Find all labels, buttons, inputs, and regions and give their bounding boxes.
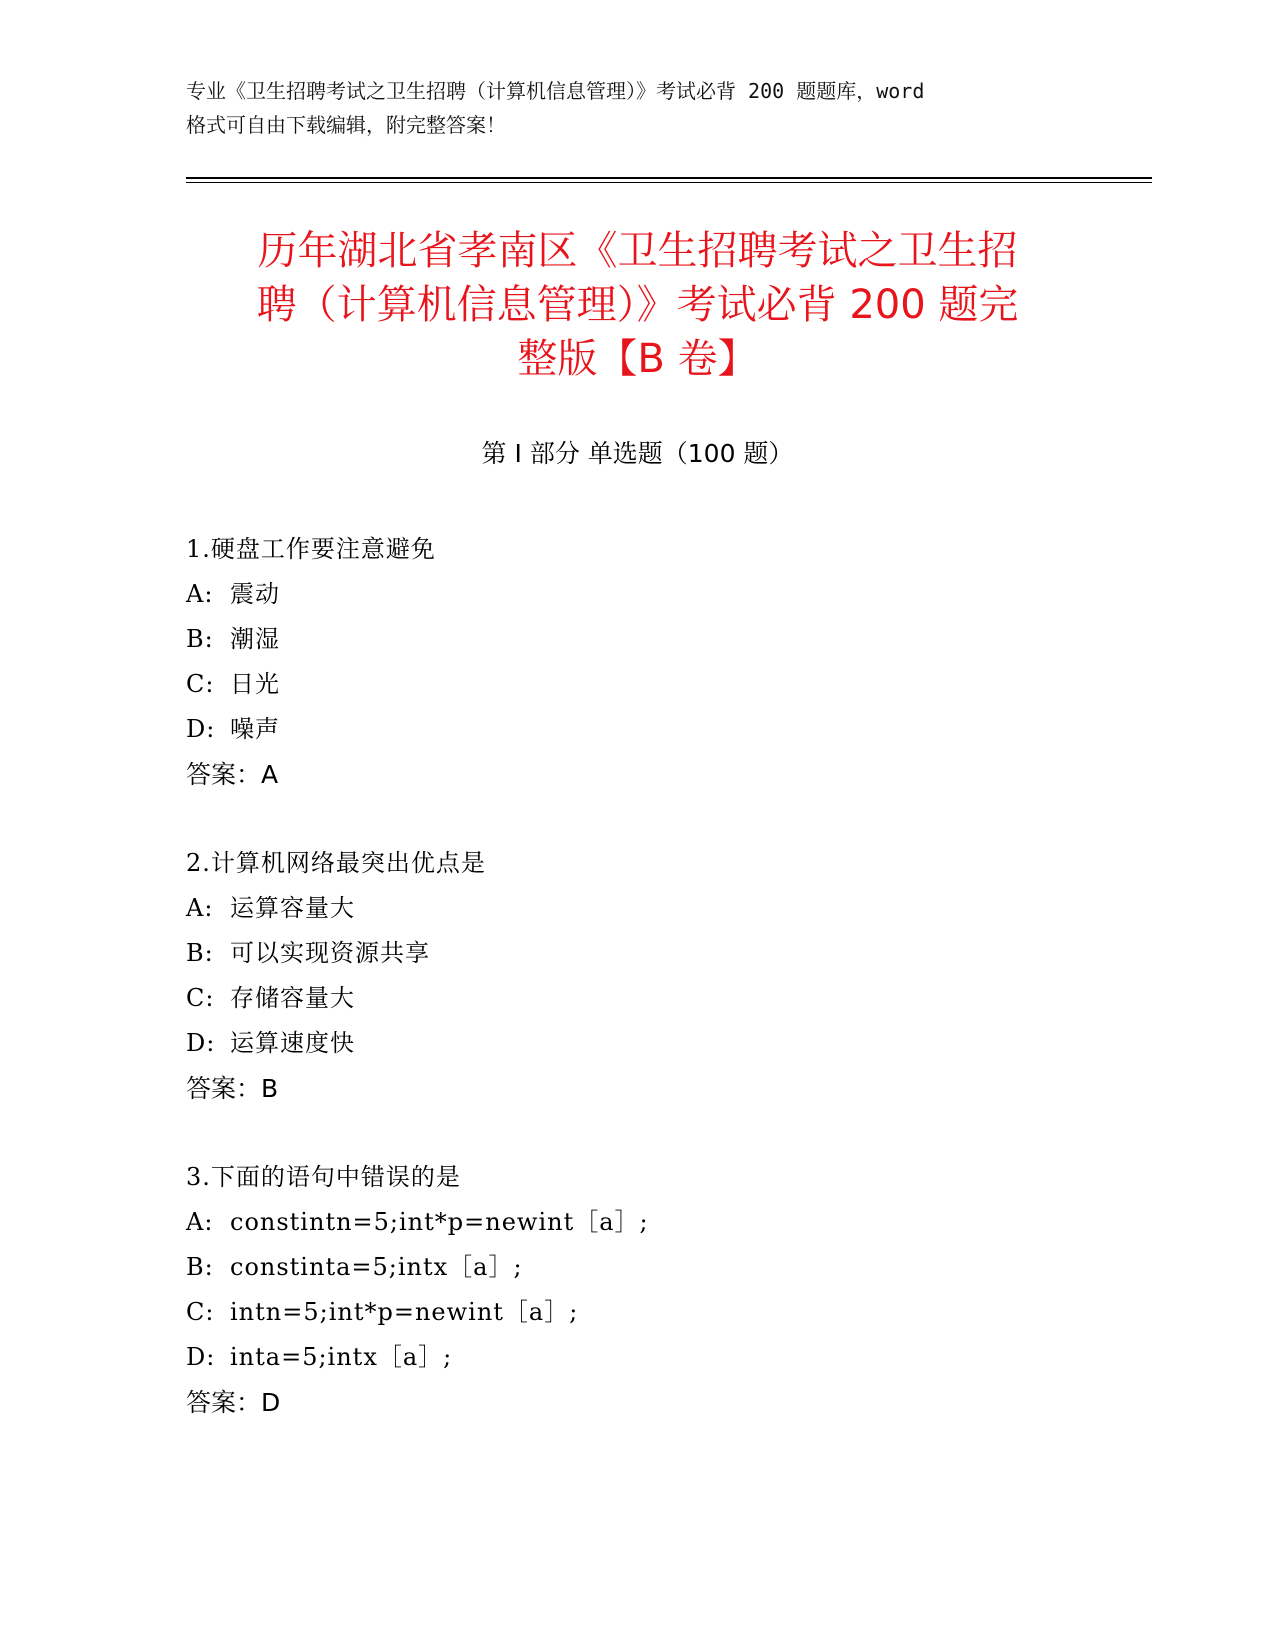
document-title-line-1: 历年湖北省孝南区《卫生招聘考试之卫生招 <box>257 228 1018 274</box>
question-3 <box>186 1155 1146 1425</box>
option-b <box>186 617 1146 662</box>
option-d <box>186 707 1146 752</box>
question-stem: 2.计算机网络最突出优点是 <box>186 849 486 877</box>
option-letter: D: <box>186 1343 216 1371</box>
option-text: 存储容量大 <box>230 984 355 1012</box>
document-title-line-3: 整版【B 卷】 <box>517 336 758 382</box>
header-note <box>186 74 1106 142</box>
option-letter: B: <box>186 625 214 653</box>
document-title <box>160 224 1115 386</box>
option-text: constintn=5;int*p=newint［a］; <box>230 1208 649 1236</box>
option-letter: C: <box>186 1298 215 1326</box>
option-letter: D: <box>186 1029 216 1057</box>
option-d <box>186 1335 1146 1380</box>
option-letter: A: <box>186 580 214 608</box>
header-note-line-2: 格式可自由下载编辑，附完整答案！ <box>186 113 506 137</box>
question-1 <box>186 527 1146 797</box>
option-letter: C: <box>186 984 215 1012</box>
answer: 答案：A <box>186 760 279 789</box>
option-text: 运算速度快 <box>230 1029 355 1057</box>
question-list <box>186 527 1146 1469</box>
question-2 <box>186 841 1146 1111</box>
option-text: 震动 <box>230 580 280 608</box>
option-a <box>186 886 1146 931</box>
option-text: 可以实现资源共享 <box>230 939 430 967</box>
option-text: 运算容量大 <box>230 894 355 922</box>
answer: 答案：D <box>186 1388 281 1417</box>
section-heading: 第 I 部分 单选题（100 题） <box>481 439 794 468</box>
option-text: 日光 <box>230 670 280 698</box>
option-letter: D: <box>186 715 216 743</box>
option-text: constinta=5;intx［a］; <box>230 1253 523 1281</box>
question-stem: 3.下面的语句中错误的是 <box>186 1163 461 1191</box>
option-b <box>186 1245 1146 1290</box>
answer: 答案：B <box>186 1074 279 1103</box>
question-stem: 1.硬盘工作要注意避免 <box>186 535 436 563</box>
option-text: 潮湿 <box>230 625 280 653</box>
option-a <box>186 572 1146 617</box>
header-divider-thin <box>186 182 1152 183</box>
option-letter: C: <box>186 670 215 698</box>
option-text: 噪声 <box>230 715 280 743</box>
option-c <box>186 976 1146 1021</box>
option-letter: A: <box>186 1208 214 1236</box>
option-letter: B: <box>186 1253 214 1281</box>
option-text: inta=5;intx［a］; <box>230 1343 453 1371</box>
option-d <box>186 1021 1146 1066</box>
option-c <box>186 662 1146 707</box>
option-c <box>186 1290 1146 1335</box>
option-a <box>186 1200 1146 1245</box>
header-divider-thick <box>186 177 1152 179</box>
option-b <box>186 931 1146 976</box>
header-note-line-1: 专业《卫生招聘考试之卫生招聘（计算机信息管理）》考试必背 200 题题库，word <box>186 79 925 103</box>
option-letter: B: <box>186 939 214 967</box>
option-text: intn=5;int*p=newint［a］; <box>230 1298 579 1326</box>
document-title-line-2: 聘（计算机信息管理）》考试必背 200 题完 <box>256 282 1019 328</box>
option-letter: A: <box>186 894 214 922</box>
